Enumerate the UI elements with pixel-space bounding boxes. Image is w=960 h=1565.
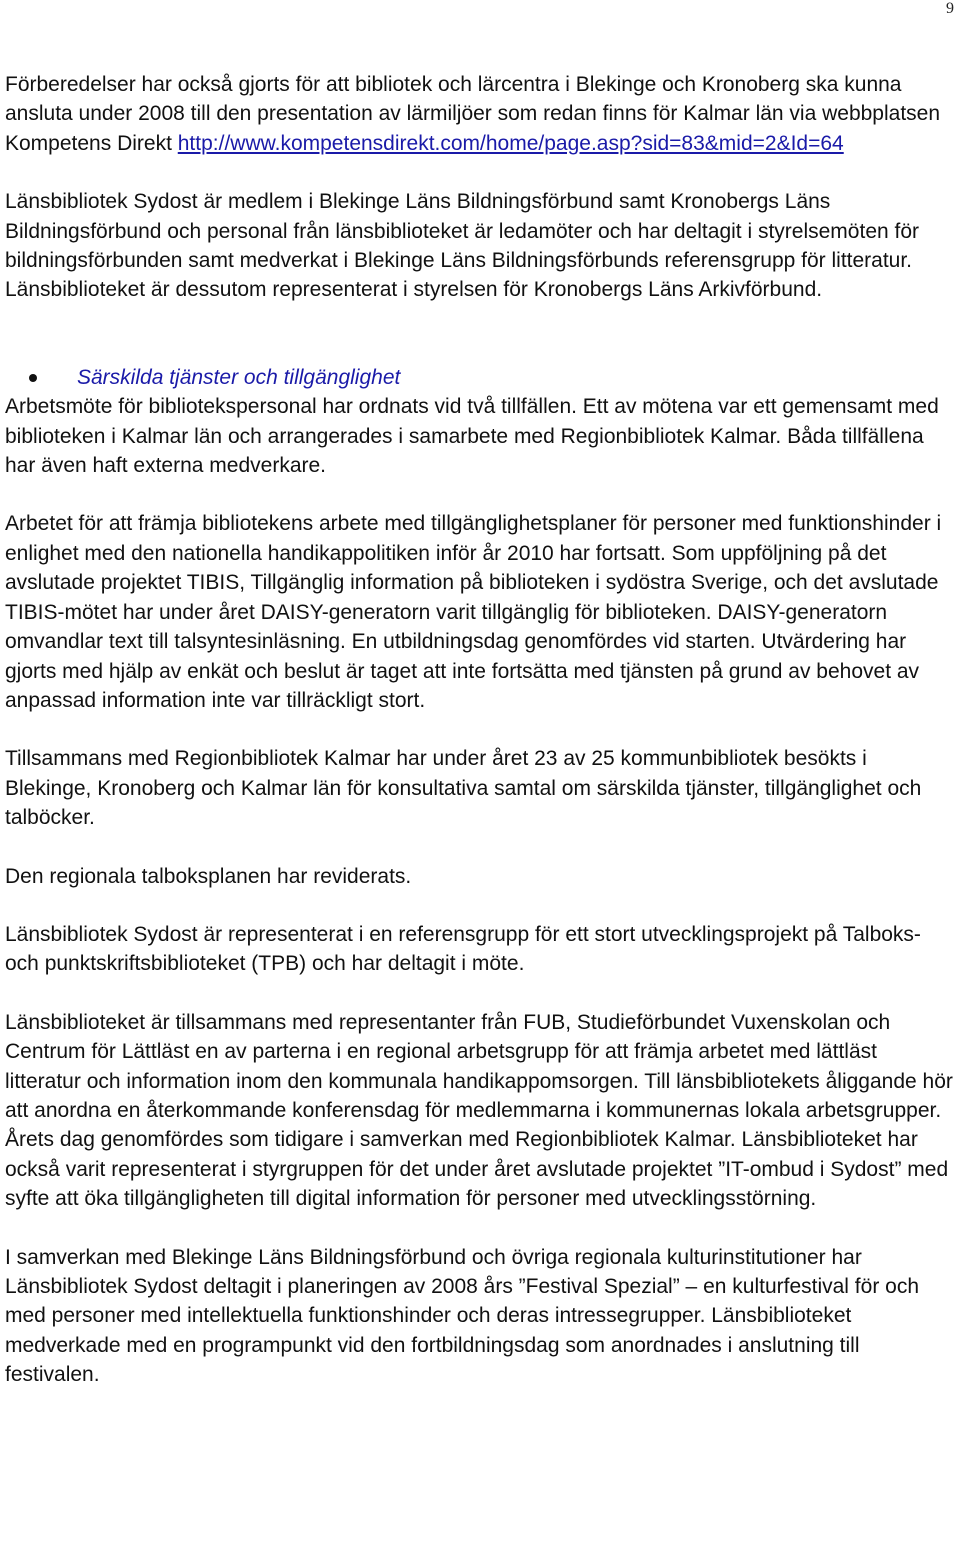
document-body: [5, 70, 957, 1419]
intro-paragraph: [5, 70, 957, 158]
section-paragraph-accessibility-plans: Arbetet för att främja bibliotekens arbete med tillgänglighetsplaner för personer med funktionshinder i enlighet med den nationella handikappolitiken inför år 2010 har fortsatt. Som uppföljning på det avslutade projektet TIBIS, Tillgänglig information på biblioteken i sydöstra Sverige, och det avslutade TIBIS-mötet har under året DAISY-generatorn varit tillgänglig för biblioteken. DAISY-generatorn omvandlar text till talsyntesinläsning. En utbildningsdag genomfördes vid starten. Utvärdering har gjorts med hjälp av enkät och beslut är taget att inte fortsätta med tjänsten på grund av behovet av anpassad information inte var tillräckligt stort.: [5, 512, 942, 712]
section-paragraph-tpb: Länsbibliotek Sydost är representerat i en referensgrupp för ett stort utvecklingsprojekt på Talboks- och punktskriftsbiblioteket (TPB) och har deltagit i möte.: [5, 922, 921, 976]
section-paragraph-library-visits: Tillsammans med Regionbibliotek Kalmar har under året 23 av 25 kommunbibliotek besökts i Blekinge, Kronoberg och Kalmar län för konsultativa samtal om särskilda tjänster, tillgänglighet och talböcker.: [5, 747, 922, 830]
spacer: [5, 334, 957, 363]
section-paragraph-lattlast: Länsbiblioteket är tillsammans med representanter från FUB, Studieförbundet Vuxenskolan och Centrum för Lättläst en av parterna i en regional arbetsgrupp för att främja arbetet med lättläst litteratur och information inom den kommunala handikappomsorgen. Till länsbibliotekets åliggande hör att anordna en återkommande konferensdag för medlemmarna i kommunernas lokala arbetsgrupper. Årets dag genomfördes som tidigare i samverkan med Regionbibliotek Kalmar. Länsbiblioteket har också varit representerat i styrgruppen för det under året avslutade projektet ”IT-ombud i Sydost” med syfte att öka tillgängligheten till digital information för personer med utvecklingsstörning.: [5, 1010, 953, 1211]
paragraph-membership: Länsbibliotek Sydost är medlem i Blekinge Läns Bildningsförbund samt Kronobergs Läns Bildningsförbund och personal från länsbiblioteket är ledamöter och har deltagit i styrelsemöten för bildningsförbunden samt medverkat i Blekinge Läns Bildningsförbunds referensgrupp för litteratur. Länsbiblioteket är dessutom representerat i styrelsen för Kronobergs Läns Arkivförbund.: [5, 190, 920, 302]
intro-text: Förberedelser har också gjorts för att bibliotek och lärcentra i Blekinge och Kronoberg ska kunna ansluta under 2008 till den presentation av lärmiljöer som redan finns för Kalmar län via webbplatsen Kompetens Direkt: [5, 73, 941, 155]
kompetensdirekt-link[interactable]: http://www.kompetensdirekt.com/home/page.asp?sid=83&mid=2&Id=64: [177, 131, 844, 155]
section-paragraph-talbok-plan: Den regionala talboksplanen har reviderats.: [5, 864, 412, 888]
section-heading-text: Särskilda tjänster och tillgänglighet: [77, 365, 401, 389]
section-heading: [5, 363, 957, 392]
section-paragraph-meetings: Arbetsmöte för bibliotekspersonal har ordnats vid två tillfällen. Ett av mötena var ett gemensamt med biblioteken i Kalmar län och arrangerades i samarbete med Regionbibliotek Kalmar. Båda tillfällena har även haft externa medverkare.: [5, 395, 939, 478]
page-number: 9: [946, 0, 954, 17]
bullet-icon: [29, 374, 37, 382]
section-paragraph-festival: I samverkan med Blekinge Läns Bildningsförbund och övriga regionala kulturinstitutioner har Länsbibliotek Sydost deltagit i planeringen av 2008 års ”Festival Spezial” – en kulturfestival för och med personer med intellektuella funktionshinder och deras intressegrupper. Länsbiblioteket medverkade med en programpunkt vid den fortbildningsdag som anordnades i anslutning till festivalen.: [5, 1245, 920, 1387]
